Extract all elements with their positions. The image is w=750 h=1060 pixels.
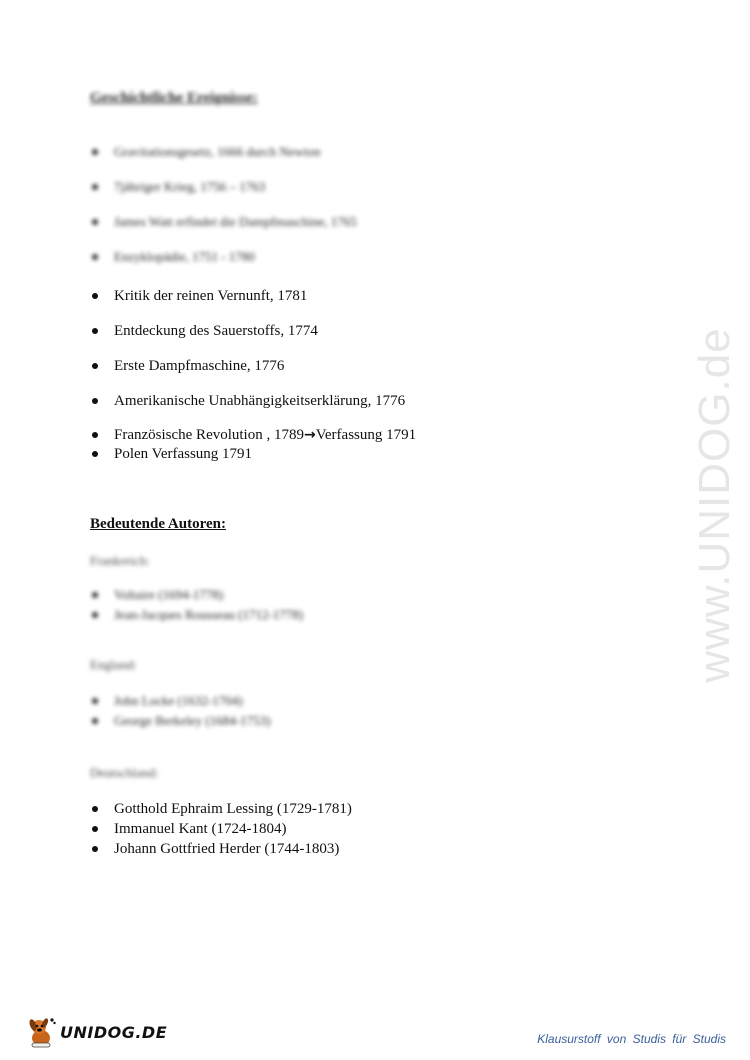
germany-label: Deutschland: — [90, 765, 159, 780]
england-list — [90, 692, 270, 730]
list-item: Enzyklopädie, 1751 - 1780 — [90, 248, 357, 266]
france-label: Frankreich: — [90, 553, 150, 568]
list-item-revolution — [90, 426, 416, 444]
list-item: Erste Dampfmaschine, 1776 — [90, 357, 416, 375]
list-item: Immanuel Kant (1724-1804) — [90, 820, 352, 838]
list-item: James Watt erfindet die Dampfmaschine, 1765 — [90, 213, 357, 231]
list-item: 7jähriger Krieg, 1756 – 1763 — [90, 178, 357, 196]
list-item: Polen Verfassung 1791 — [90, 445, 416, 463]
dog-logo-icon — [26, 1016, 56, 1048]
watermark: www.UNIDOG.de — [690, 327, 739, 683]
list-item: George Berkeley (1684-1753) — [90, 712, 270, 730]
footer-tagline: Klausurstoff von Studis für Studis — [537, 1032, 726, 1046]
events-list — [90, 287, 416, 463]
revolution-constitution-text: Verfassung 1791 — [315, 427, 417, 443]
list-item: Johann Gottfried Herder (1744-1803) — [90, 840, 352, 858]
list-item: John Locke (1632-1704) — [90, 692, 270, 710]
authors-heading: Bedeutende Autoren: — [90, 516, 226, 532]
events-heading: Geschichtliche Ereignisse: — [90, 90, 258, 106]
list-item: Jean-Jacques Rousseau (1712-1778) — [90, 606, 303, 624]
right-arrow-icon: → — [303, 427, 316, 443]
germany-list — [90, 800, 352, 858]
list-item: Entdeckung des Sauerstoffs, 1774 — [90, 322, 416, 340]
logo-text: UNIDOG.DE — [60, 1022, 168, 1042]
events-blurred-list — [90, 143, 357, 266]
list-item: Gravitationsgesetz, 1666 durch Newton — [90, 143, 357, 161]
england-label: England: — [90, 657, 137, 672]
revolution-text: Französische Revolution , 1789 — [114, 427, 304, 443]
france-list — [90, 586, 303, 624]
list-item: Amerikanische Unabhängigkeitserklärung, 1776 — [90, 392, 416, 410]
unidog-logo — [26, 1016, 167, 1048]
list-item: Gotthold Ephraim Lessing (1729-1781) — [90, 800, 352, 818]
list-item: Voltaire (1694-1778) — [90, 586, 303, 604]
list-item: Kritik der reinen Vernunft, 1781 — [90, 287, 416, 305]
